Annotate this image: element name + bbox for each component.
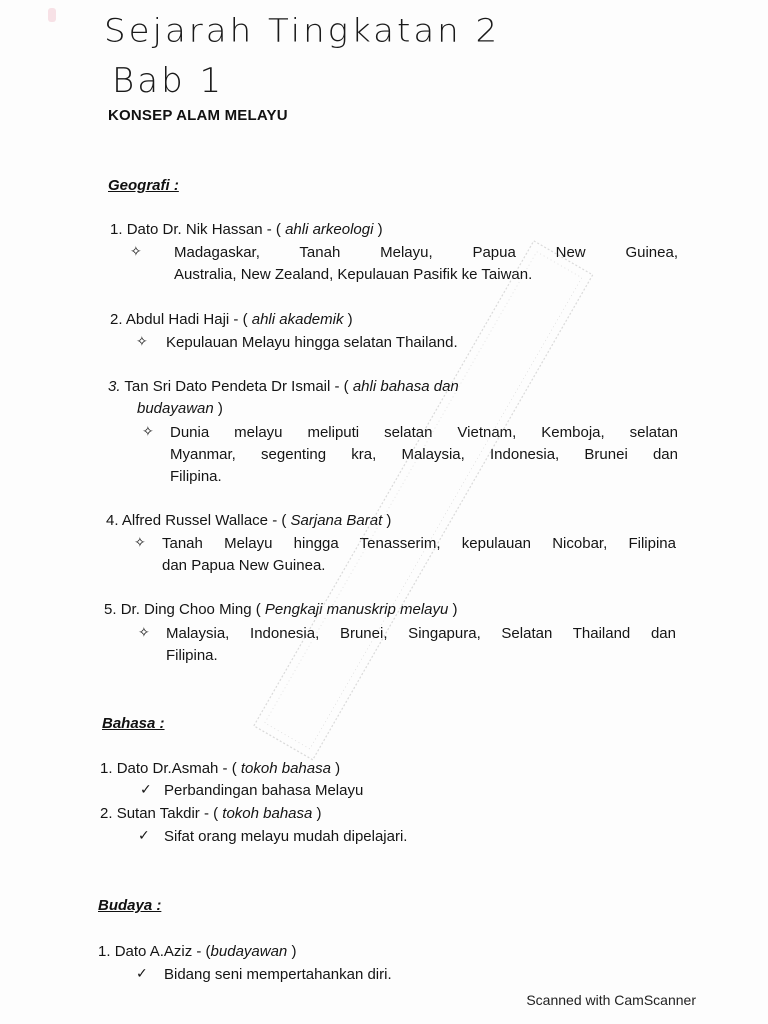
geografi-item-2-bullet: Kepulauan Melayu hingga selatan Thailand. xyxy=(166,334,458,351)
item-number: 5. xyxy=(104,601,117,618)
geografi-item-5-bullet: Malaysia, Indonesia, Brunei, Singapura, Selatan Thailand dan xyxy=(166,625,676,642)
bahasa-item-2-bullet: Sifat orang melayu mudah dipelajari. xyxy=(164,828,408,845)
geografi-item-3 xyxy=(108,376,459,398)
item-role: Sarjana Barat xyxy=(290,512,383,529)
item-role: ahli bahasa dan xyxy=(352,378,459,395)
item-close: ) xyxy=(373,221,383,238)
item-number: 1. xyxy=(110,221,123,238)
star-outline-icon: ✧ xyxy=(142,424,154,440)
item-close: ) xyxy=(213,400,223,417)
item-number: 1. xyxy=(98,943,111,960)
geografi-item-5-bullet-cont: Filipina. xyxy=(166,647,218,664)
geografi-item-1-bullet-cont: Australia, New Zealand, Kepulauan Pasifik ke Taiwan. xyxy=(174,266,533,283)
budaya-item-1 xyxy=(98,941,296,963)
section-heading-geografi: Geografi : xyxy=(108,177,179,194)
geografi-item-4-bullet-cont: dan Papua New Guinea. xyxy=(162,557,326,574)
geografi-item-4-bullet: Tanah Melayu hingga Tenasserim, kepulauan Nicobar, Filipina xyxy=(162,535,676,552)
geografi-item-3-bullet-cont-1: Myanmar, segenting kra, Malaysia, Indonesia, Brunei dan xyxy=(170,446,678,463)
handwritten-title: Sejarah Tingkatan 2 xyxy=(104,12,501,50)
star-outline-icon: ✧ xyxy=(134,535,146,551)
geografi-item-3-cont xyxy=(137,398,223,420)
geografi-item-5 xyxy=(104,599,458,621)
handwritten-chapter: Bab 1 xyxy=(112,61,225,101)
document-subtitle: KONSEP ALAM MELAYU xyxy=(108,107,288,124)
item-name: Abdul Hadi Haji - ( xyxy=(125,311,252,328)
item-name: Dr. Ding Choo Ming ( xyxy=(120,601,265,618)
item-role: Pengkaji manuskrip melayu xyxy=(264,601,449,618)
item-role: ahli arkeologi xyxy=(285,221,374,238)
bahasa-item-1-bullet: Perbandingan bahasa Melayu xyxy=(164,782,364,799)
checkmark-icon: ✓ xyxy=(136,966,148,982)
item-name: Tan Sri Dato Pendeta Dr Ismail - ( xyxy=(124,378,353,395)
item-role-cont: budayawan xyxy=(137,400,214,417)
geografi-item-3-bullet: Dunia melayu meliputi selatan Vietnam, Kemboja, selatan xyxy=(170,424,678,441)
item-close: ) xyxy=(448,601,458,618)
geografi-item-1-bullet: Madagaskar, Tanah Melayu, Papua New Guinea, xyxy=(174,244,678,261)
checkmark-icon: ✓ xyxy=(138,828,150,844)
geografi-item-3-bullet-cont-2: Filipina. xyxy=(170,468,222,485)
geografi-item-4 xyxy=(106,510,391,532)
item-role: tokoh bahasa xyxy=(222,805,313,822)
star-outline-icon: ✧ xyxy=(130,244,142,260)
item-close: ) xyxy=(382,512,392,529)
section-heading-budaya: Budaya : xyxy=(98,897,162,914)
item-number: 3. xyxy=(108,378,121,395)
item-close: ) xyxy=(312,805,322,822)
scanner-footer: Scanned with CamScanner xyxy=(526,992,696,1008)
item-name: Dato Dr. Nik Hassan - ( xyxy=(126,221,286,238)
geografi-item-2 xyxy=(110,309,353,331)
bahasa-item-1 xyxy=(100,758,340,780)
item-role: budayawan xyxy=(210,943,288,960)
item-number: 2. xyxy=(110,311,123,328)
geografi-item-1 xyxy=(110,219,383,241)
star-outline-icon: ✧ xyxy=(136,334,148,350)
item-name: Sutan Takdir - ( xyxy=(116,805,223,822)
section-heading-bahasa: Bahasa : xyxy=(102,715,165,732)
budaya-item-1-bullet: Bidang seni mempertahankan diri. xyxy=(164,966,392,983)
scan-artifact xyxy=(48,8,56,22)
item-number: 2. xyxy=(100,805,113,822)
bahasa-item-2 xyxy=(100,803,322,825)
item-number: 1. xyxy=(100,760,113,777)
item-close: ) xyxy=(287,943,297,960)
item-name: Alfred Russel Wallace - ( xyxy=(121,512,291,529)
item-close: ) xyxy=(343,311,353,328)
item-name: Dato A.Aziz - ( xyxy=(114,943,211,960)
item-name: Dato Dr.Asmah - ( xyxy=(116,760,241,777)
item-role: tokoh bahasa xyxy=(240,760,331,777)
item-close: ) xyxy=(330,760,341,777)
item-role: ahli akademik xyxy=(251,311,344,328)
checkmark-icon: ✓ xyxy=(140,782,152,798)
star-outline-icon: ✧ xyxy=(138,625,150,641)
item-number: 4. xyxy=(106,512,119,529)
